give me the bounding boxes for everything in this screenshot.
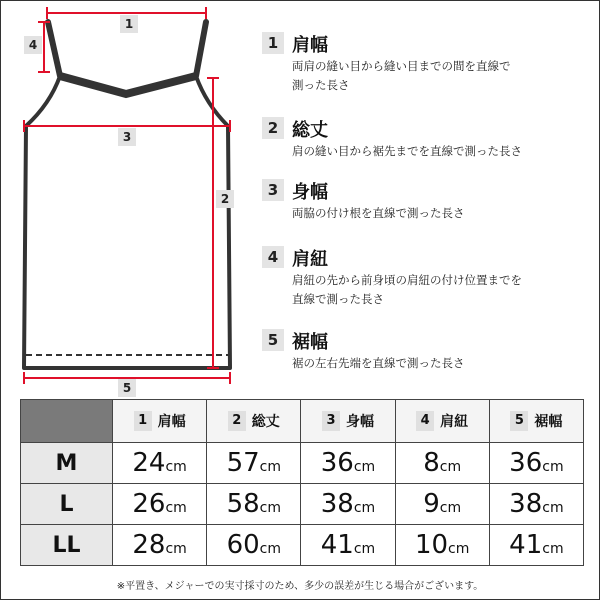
left-strap — [48, 22, 60, 76]
size-label: L — [21, 484, 113, 525]
cell-value: 41cm — [489, 525, 583, 566]
measure-badge-3: 3 — [118, 128, 136, 146]
cell-value: 60cm — [207, 525, 301, 566]
measure-badge-1: 1 — [120, 15, 138, 33]
measure-badge-5: 5 — [118, 379, 136, 397]
cell-value: 36cm — [301, 443, 395, 484]
table-row — [21, 525, 584, 566]
measure-badge-2: 2 — [216, 190, 234, 208]
cell-value: 41cm — [301, 525, 395, 566]
measure-badge-4: 4 — [24, 36, 42, 54]
size-table — [20, 399, 584, 566]
cell-value: 28cm — [113, 525, 207, 566]
table-header-row — [21, 400, 584, 443]
header-chest: 3 身幅 — [301, 400, 395, 443]
size-label: LL — [21, 525, 113, 566]
header-strap: 4 肩紐 — [395, 400, 489, 443]
table-corner — [21, 400, 113, 443]
right-strap — [196, 22, 206, 76]
footnote: ※平置き、メジャーでの実寸採寸のため、多少の誤差が生じる場合がございます。 — [116, 581, 484, 592]
cell-value: 8cm — [395, 443, 489, 484]
size-label: M — [21, 443, 113, 484]
cell-value: 57cm — [207, 443, 301, 484]
camisole-body — [24, 76, 230, 368]
table-row — [21, 484, 584, 525]
cell-value: 38cm — [489, 484, 583, 525]
table-row — [21, 443, 584, 484]
header-hem: 5 裾幅 — [489, 400, 583, 443]
cell-value: 36cm — [489, 443, 583, 484]
cell-value: 24cm — [113, 443, 207, 484]
header-length: 2 総丈 — [207, 400, 301, 443]
cell-value: 26cm — [113, 484, 207, 525]
cell-value: 9cm — [395, 484, 489, 525]
cell-value: 10cm — [395, 525, 489, 566]
header-shoulder: 1 肩幅 — [113, 400, 207, 443]
cell-value: 38cm — [301, 484, 395, 525]
cell-value: 58cm — [207, 484, 301, 525]
